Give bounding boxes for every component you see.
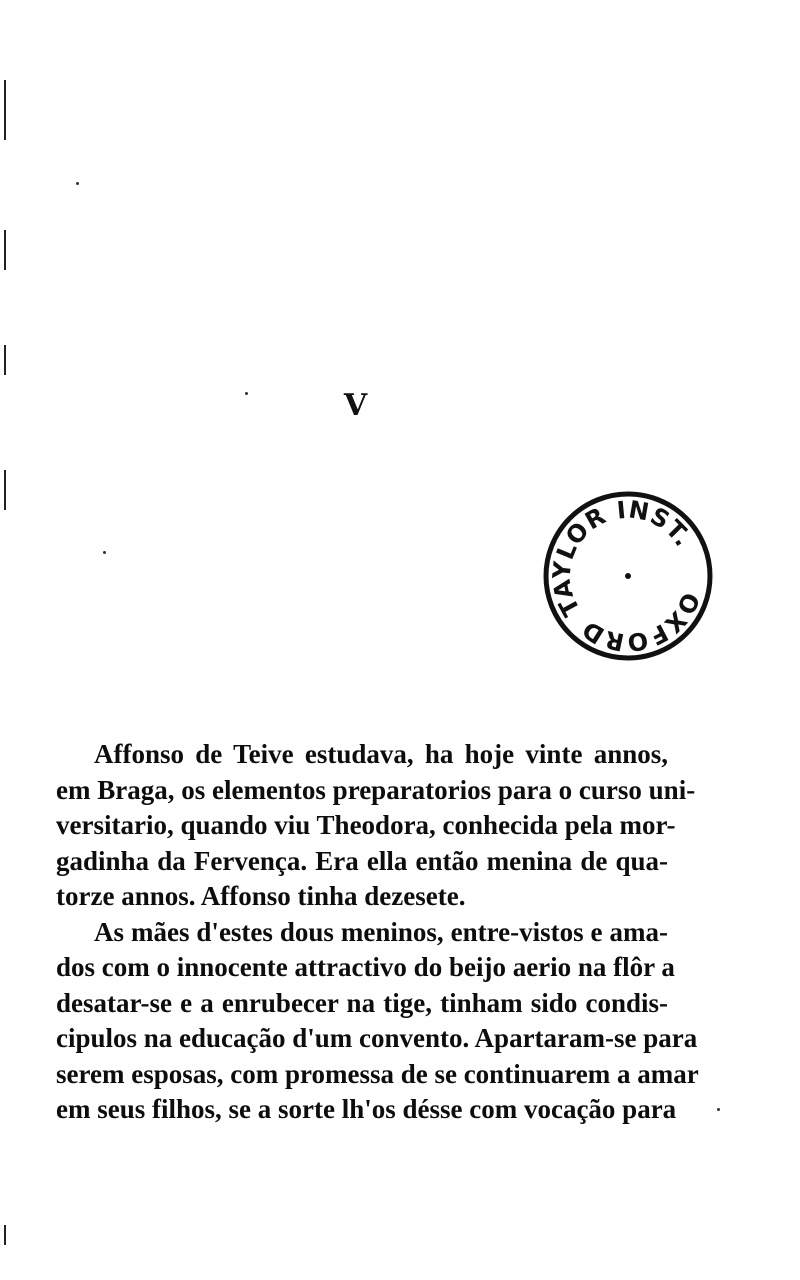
paragraph-1 [56,737,696,915]
text-line: dos com o innocente attractivo do beijo aerio na flôr a [56,952,675,982]
scan-margin-line [4,345,6,375]
library-stamp [540,488,716,664]
text-line: torze annos. Affonso tinha dezesete. [56,881,466,911]
scan-speck [103,551,106,554]
scan-speck [76,182,79,185]
text-line: Affonso de Teive estudava, ha hoje vinte annos, [94,739,668,769]
text-line: As mães d'estes dous meninos, entre-vistos e ama- [94,916,668,947]
text-line: versitario, quando viu Theodora, conhecida pela mor- [56,810,676,840]
text-line: gadinha da Fervença. Era ella então menina de qua- [56,845,668,876]
body-text [56,737,699,1128]
svg-text:TAYLOR INST.: TAYLOR INST. [547,495,698,621]
scan-speck [717,1108,720,1111]
paragraph-2 [56,915,699,1128]
scan-margin-line [4,1225,6,1245]
scan-margin-line [4,230,6,270]
scan-margin-line [4,470,6,510]
chapter-numeral: V [343,388,369,423]
svg-text:OXFORD: OXFORD [576,588,706,657]
text-line: serem esposas, com promessa de se continuarem a amar [56,1058,699,1089]
scan-margin-line [4,80,6,140]
text-line: cipulos na educação d'um convento. Apartaram-se para [56,1023,698,1053]
text-line: desatar-se e a enrubecer na tige, tinham sido condis- [56,987,668,1018]
text-line: em Braga, os elementos preparatorios para o curso uni- [56,774,696,805]
text-line: em seus filhos, se a sorte lh'os désse com vocação para [56,1094,677,1124]
